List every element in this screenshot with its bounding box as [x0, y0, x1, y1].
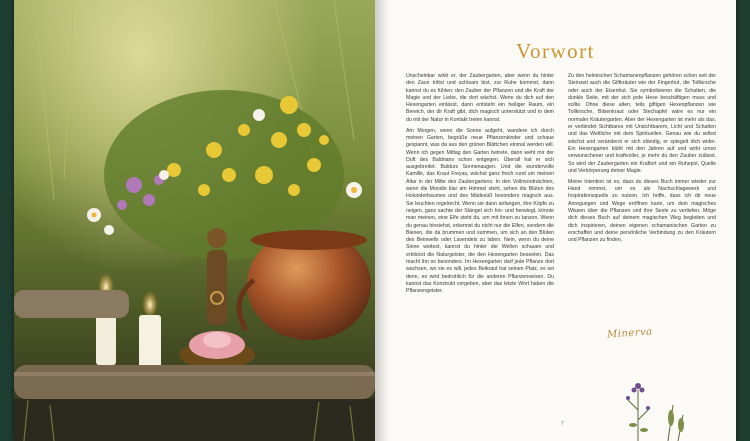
herb-illustration	[623, 370, 693, 441]
paragraph: Am Morgen, wenn die Sonne aufgeht, wandere ich durch meinen Garten, begrüße neue Pflanzenkinder und schaue gespannt, was da aus den grünen Blättchen einmal werden will. Wenn ich gegen Mittag den Garten betrete, dann weht mir der Duft des Baldrians schon entgegen. Überall hat er sich ausgebreitet. Baldurs Sonnenaugen. Und die wundervolle Kamille, das Kraut Freyas, wächst ganz frech rund um meinen Altar in der Mitte des Zaubergartens. In den Vollmondnächten, wenn die Mondin klar am Himmel steht, sehen die Blüten des Holunderbaumes und des Mädesüß besonders magisch aus. Sie leuchten regelrecht. Wenn sie dann anfangen, ihre Köpfe zu neigen, ganz sachte der Stängel sich hin- und herwiegt, könnte man meinen, eine Elfe steht da, um mit ihnen zu tanzen. Wenn du genau hinsiehst, erkennst du nicht nur die Elfen, sondern die Bienen, die da brummen und summen, um sich an den Blüten des Beinwells oder Lavendels zu laben. Nein, wenn du deine Sinne weitest, kannst du hinter die Welten schauen und erblickst die Naturgeister, die den Hexengarten beseelen. Das macht ihn so besonders. Im Hexengarten darf jede Pflanze dort wachsen, wo sie es will, jedes Beikraut hat seinen Platz, es sei denn, es wird bedrohlich für die anderen Pflanzenwesen. Du kannst das Konstrukt vorgeben, aber das letzte Wort haben die Pflanzengeister.	[406, 127, 554, 295]
text-column-left	[406, 73, 554, 299]
paragraph: Unscheinbar wirkt er, der Zaubergarten, aber wenn du hinter den Zaun trittst und achtsam bist, zur Ruhe kommst, dann kannst du es fühlen: den Zauber der Pflanzen und die Kraft der Magie und der Liebe, die dort wächst. Wenn du dich auf den Hexengarten einlässt, dann entsteht ein heiliger Raum, ein Bereich, der dir Kraft gibt, dich magisch unterstützt und in dem du mit der Natur in Kontakt treten kannst.	[406, 73, 554, 123]
altar-photo	[14, 0, 375, 441]
book-spread	[14, 0, 736, 441]
text-column-right	[568, 73, 716, 248]
paragraph: Meine Intention ist es, dass du dieses Buch immer wieder zur Hand nimmst, um es als Nachschlagewerk und Inspirationsquelle zu nutzen. Ich hoffe, dass ich dir neue Anregungen und Wege eröffnen kann, um dein magisches Wissen über die Pflanzen und ihre Seele zu vertiefen. Möge dich dieses Buch auf deinem magischen Weg begleiten und dich inspirieren, deinen eigenen schamanischen Garten zu erschaffen und deine persönliche Verbindung zu den Kräutern und Pflanzen zu finden.	[568, 178, 716, 244]
page-title: Vorwort	[516, 39, 595, 63]
page-number: 7	[561, 421, 564, 427]
author-signature: Minerva	[606, 326, 654, 341]
foreword-page	[375, 0, 736, 441]
paragraph: Zu den heimischen Schamanenpflanzen gehören schon seit der Steinzeit auch die Giftkräuter wie der Fingerhut, die Tollkirsche oder auch der Eisenhut. Sie symbolisieren die Schatten, die dunkle Seite, mit der sich jede Hexe beschäftigen muss und sollte. Ohne diese alten, teils giftigen Hexenpflanzen wie Tollkirsche, Bilsenkraut oder Stechapfel wäre es nur ein normaler Kräutergarten. Aber der Hexengarten ist mehr als das, er verbindet Sichtbares mit Unsichtbarem, Licht und Schatten und das Weltliche mit dem Spirituellen. Genau wie du selbst wächst und veränderst er sich ständig, er spiegelt dich wider. Ein Hexengarten blüht mit den Jahren auf und wirkt umso verwunschener und kraftvoller, je mehr du den Zauber zulässt. So wird der Zaubergarten ein Kraftort und ein Ruhepol, Quelle und Verkörperung deiner Magie.	[568, 73, 716, 174]
photo-page	[14, 0, 375, 441]
